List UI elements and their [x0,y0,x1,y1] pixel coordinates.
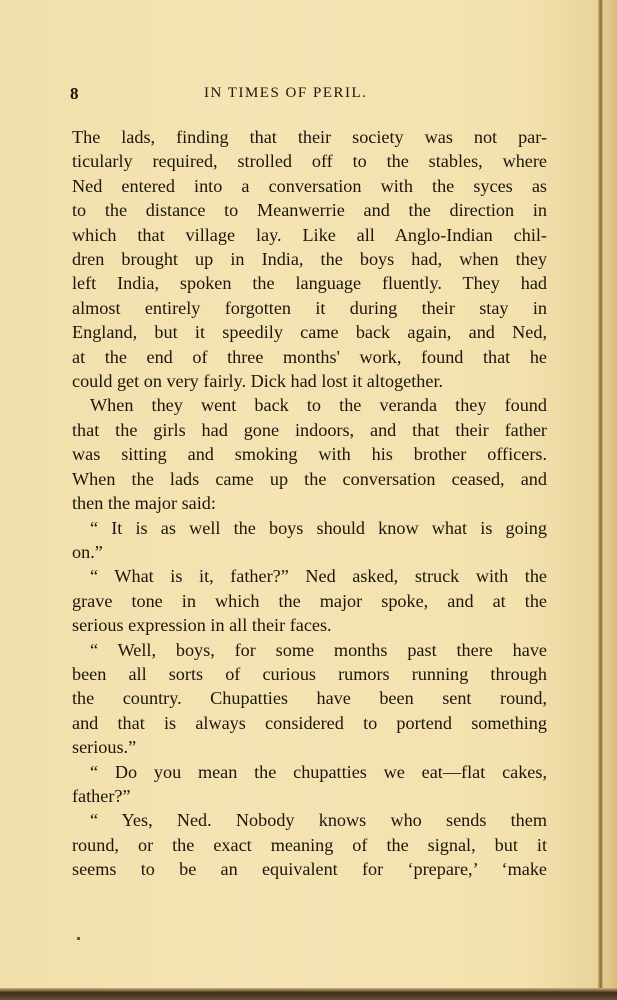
text-line: serious.” [72,737,137,758]
text-line: been all sorts of curious rumors running through [72,663,547,684]
text-line: the country. Chupatties have been sent round, [72,688,547,709]
text-line: ticularly required, strolled off to the stables, where [72,151,547,172]
text-line: father?” [72,785,131,806]
body-text [72,125,547,882]
text-line: “ What is it, father?” Ned asked, struck with the [90,566,547,587]
running-title: IN TIMES OF PERIL. [204,85,368,101]
text-line: Ned entered into a conversation with the syces as [72,175,547,196]
text-line: at the end of three months' work, found that he [72,346,547,367]
text-line: “ Do you mean the chupatties we eat—flat cakes, [90,761,547,782]
text-line: then the major said: [72,493,216,514]
page-spine-edge [598,0,603,1000]
page-number: 8 [70,84,80,103]
text-line: on.” [72,541,103,562]
text-line: “ It is as well the boys should know what is going [90,517,547,538]
text-line: When they went back to the veranda they found [90,395,547,416]
text-line: and that is always considered to portend something [72,712,547,733]
text-line: that the girls had gone indoors, and that their father [72,419,547,440]
page-bottom-edge [0,988,617,1000]
text-line: which that village lay. Like all Anglo-Indian chil- [72,224,547,245]
text-line: almost entirely forgotten it during their stay in [72,297,547,318]
text-line: “ Well, boys, for some months past there have [90,639,547,660]
text-line: was sitting and smoking with his brother officers. [72,444,547,465]
text-line: serious expression in all their faces. [72,615,332,636]
text-line: When the lads came up the conversation ceased, and [72,468,547,489]
text-line: left India, spoken the language fluently. They had [72,273,547,294]
text-line: to the distance to Meanwerrie and the direction in [72,200,547,221]
text-line: grave tone in which the major spoke, and at the [72,590,547,611]
ink-speck [77,937,80,940]
text-line: could get on very fairly. Dick had lost it altogether. [72,371,444,392]
text-line: round, or the exact meaning of the signal, but it [72,834,547,855]
text-line: England, but it speedily came back again, and Ned, [72,322,547,343]
text-line: dren brought up in India, the boys had, when they [72,249,547,270]
text-line: seems to be an equivalent for ‘prepare,’ ‘make [72,859,547,880]
text-line: “ Yes, Ned. Nobody knows who sends them [90,810,547,831]
page-header [70,84,580,108]
text-line: The lads, finding that their society was not par- [72,127,547,147]
